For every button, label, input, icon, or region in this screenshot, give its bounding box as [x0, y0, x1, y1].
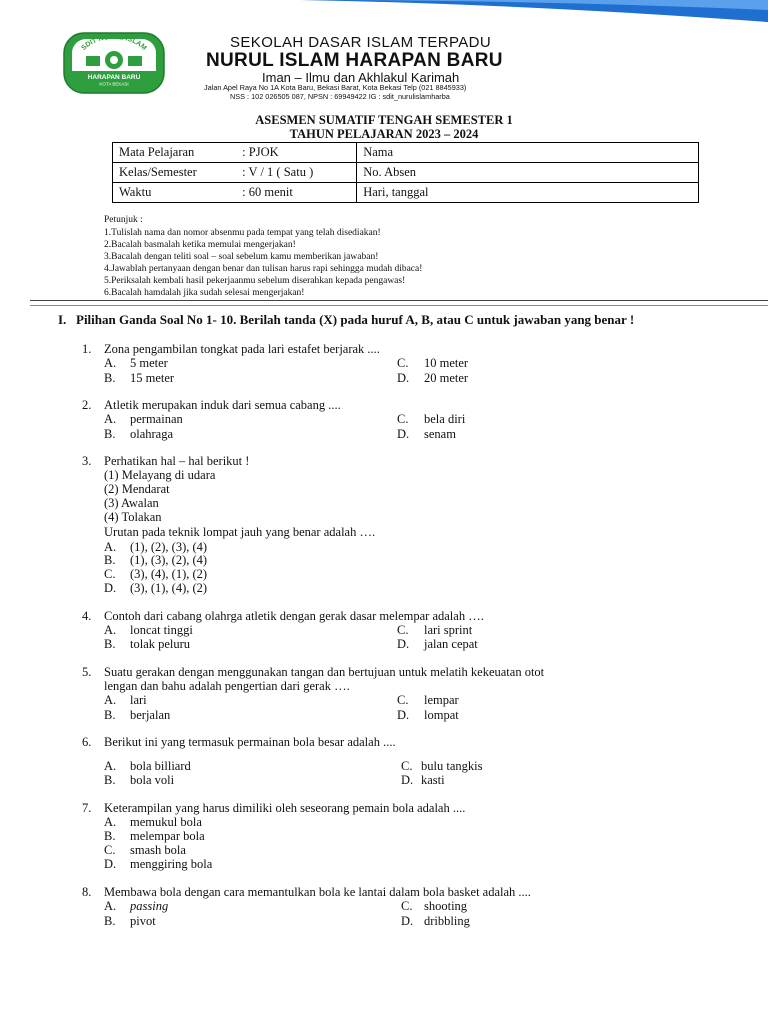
question-text: Contoh dari cabang olahrga atletik dengan gerak dasar melempar adalah ….	[104, 609, 484, 623]
info-value: : V / 1 ( Satu )	[236, 163, 357, 183]
option-text: bola billiard	[130, 759, 191, 773]
school-type: SEKOLAH DASAR ISLAM TERPADU	[230, 34, 492, 51]
option-text: 10 meter	[424, 356, 469, 370]
option-text: memukul bola	[130, 815, 202, 829]
option-text: passing	[130, 899, 169, 913]
info-value: : 60 menit	[236, 183, 357, 203]
option-letter: D.	[401, 914, 414, 928]
exam-title: ASESMEN SUMATIF TENGAH SEMESTER 1	[255, 113, 513, 127]
info-value: : PJOK	[236, 143, 357, 163]
question-text: Keterampilan yang harus dimiliki oleh seseorang pemain bola adalah ....	[104, 801, 466, 815]
instruction-item: 5.Periksalah kembali hasil pekerjaanmu sebelum diserahkan kepada pengawas!	[104, 276, 406, 286]
instruction-item: 2.Bacalah basmalah ketika memulai mengerjakan!	[104, 240, 296, 250]
question-text: Zona pengambilan tongkat pada lari estafet berjarak ....	[104, 342, 380, 356]
question-number: 7.	[82, 801, 92, 815]
school-motto: Iman – Ilmu dan Akhlakul Karimah	[262, 70, 460, 85]
option-text: lari	[130, 693, 147, 707]
option-letter: D.	[104, 857, 117, 871]
option-letter: D.	[397, 427, 410, 441]
question-text: Urutan pada teknik lompat jauh yang benar adalah ….	[104, 525, 376, 539]
question-number: 5.	[82, 665, 92, 679]
option-text: (3), (1), (4), (2)	[130, 581, 208, 595]
instruction-item: 4.Jawablah pertanyaan dengan benar dan tulisan harus rapi sehingga mudah dibaca!	[104, 264, 423, 274]
option-letter: C.	[401, 759, 413, 773]
instructions-title: Petunjuk :	[104, 215, 143, 225]
instruction-item: 6.Bacalah hamdalah jika sudah selesai mengerjakan!	[104, 288, 305, 298]
option-text: olahraga	[130, 427, 174, 441]
option-letter: A.	[104, 815, 117, 829]
option-text: (1), (2), (3), (4)	[130, 540, 208, 554]
option-text: berjalan	[130, 708, 171, 722]
option-letter: C.	[397, 412, 409, 426]
option-letter: C.	[397, 693, 409, 707]
option-text: pivot	[130, 914, 156, 928]
option-text: senam	[424, 427, 456, 441]
option-text: shooting	[424, 899, 468, 913]
option-letter: C.	[397, 356, 409, 370]
option-letter: B.	[104, 637, 116, 651]
option-letter: A.	[104, 693, 117, 707]
info-right-label: Nama	[357, 143, 699, 163]
option-text: bela diri	[424, 412, 466, 426]
info-row	[113, 163, 699, 183]
info-label: Mata Pelajaran	[113, 143, 237, 163]
option-letter: B.	[104, 371, 116, 385]
option-letter: D.	[401, 773, 414, 787]
info-row	[113, 183, 699, 203]
logo-bottom-text: HARAPAN BARU	[87, 74, 141, 81]
question-number: 4.	[82, 609, 92, 623]
option-letter: D.	[397, 637, 410, 651]
option-text: (3), (4), (1), (2)	[130, 567, 208, 581]
question-text: Berikut ini yang termasuk permainan bola besar adalah ....	[104, 735, 396, 749]
option-text: lempar	[424, 693, 459, 707]
exam-year: TAHUN PELAJARAN 2023 – 2024	[289, 127, 479, 141]
option-letter: C.	[397, 623, 409, 637]
option-text: dribbling	[424, 914, 470, 928]
option-text: permainan	[130, 412, 183, 426]
option-letter: C.	[104, 843, 116, 857]
option-text: (1), (3), (2), (4)	[130, 553, 208, 567]
question-text: Atletik merupakan induk dari semua cabang ....	[104, 398, 341, 412]
section-number: I.	[58, 312, 67, 327]
question-number: 8.	[82, 885, 92, 899]
logo-top-text: SDIT NURUL ISLAM	[80, 33, 148, 52]
option-letter: C.	[401, 899, 413, 913]
option-letter: B.	[104, 553, 116, 567]
question-number: 3.	[82, 454, 92, 468]
option-text: jalan cepat	[424, 637, 478, 651]
section-heading: Pilihan Ganda Soal No 1- 10. Berilah tanda (X) pada huruf A, B, atau C untuk jawaban yang benar !	[76, 312, 635, 327]
option-letter: B.	[104, 708, 116, 722]
question-text: (2) Mendarat	[104, 482, 170, 496]
info-label: Waktu	[113, 183, 237, 203]
question-text: Membawa bola dengan cara memantulkan bola ke lantai dalam bola basket adalah ....	[104, 885, 531, 899]
option-letter: A.	[104, 899, 117, 913]
info-label: Kelas/Semester	[113, 163, 237, 183]
divider-line	[30, 300, 768, 301]
option-letter: B.	[104, 427, 116, 441]
option-letter: D.	[104, 581, 117, 595]
option-text: menggiring bola	[130, 857, 213, 871]
option-letter: A.	[104, 540, 117, 554]
question-text: (3) Awalan	[104, 496, 159, 510]
option-text: bola voli	[130, 773, 175, 787]
logo-city-text: KOTA BEKASI	[99, 81, 129, 87]
option-text: melempar bola	[130, 829, 205, 843]
school-logo	[62, 31, 166, 95]
instruction-item: 1.Tulislah nama dan nomor absenmu pada tempat yang telah disediakan!	[104, 228, 381, 238]
option-text: 20 meter	[424, 371, 469, 385]
question-text: Suatu gerakan dengan menggunakan tangan dan bertujuan untuk melatih kekeuatan otot	[104, 665, 545, 679]
school-name: NURUL ISLAM HARAPAN BARU	[206, 50, 503, 71]
school-address: Jalan Apel Raya No 1A Kota Baru, Bekasi Barat, Kota Bekasi Telp (021 8845933)	[204, 83, 467, 92]
option-text: tolak peluru	[130, 637, 191, 651]
option-letter: A.	[104, 623, 117, 637]
question-text: Perhatikan hal – hal berikut !	[104, 454, 250, 468]
info-right-label: Hari, tanggal	[357, 183, 699, 203]
option-text: lari sprint	[424, 623, 473, 637]
header-band	[0, 0, 768, 30]
info-row	[113, 143, 699, 163]
option-letter: B.	[104, 773, 116, 787]
option-letter: A.	[104, 356, 117, 370]
question-text: (1) Melayang di udara	[104, 468, 216, 482]
option-letter: B.	[104, 914, 116, 928]
option-text: 15 meter	[130, 371, 175, 385]
question-number: 2.	[82, 398, 92, 412]
option-letter: D.	[397, 708, 410, 722]
option-letter: A.	[104, 412, 117, 426]
divider-line	[30, 305, 768, 306]
option-letter: B.	[104, 829, 116, 843]
option-letter: A.	[104, 759, 117, 773]
option-text: smash bola	[130, 843, 186, 857]
option-letter: C.	[104, 567, 116, 581]
info-table	[112, 142, 699, 203]
info-right-label: No. Absen	[357, 163, 699, 183]
option-text: lompat	[424, 708, 459, 722]
option-text: bulu tangkis	[421, 759, 483, 773]
instruction-item: 3.Bacalah dengan teliti soal – soal sebelum kamu memberikan jawaban!	[104, 252, 379, 262]
option-text: 5 meter	[130, 356, 168, 370]
question-number: 1.	[82, 342, 92, 356]
school-ids: NSS : 102 026505 087, NPSN : 69949422 IG : sdit_nurulislamharba	[230, 92, 450, 101]
question-text: (4) Tolakan	[104, 510, 162, 524]
option-letter: D.	[397, 371, 410, 385]
question-text: lengan dan bahu adalah pengertian dari gerak ….	[104, 679, 350, 693]
option-text: loncat tinggi	[130, 623, 193, 637]
option-text: kasti	[421, 773, 445, 787]
question-number: 6.	[82, 735, 92, 749]
